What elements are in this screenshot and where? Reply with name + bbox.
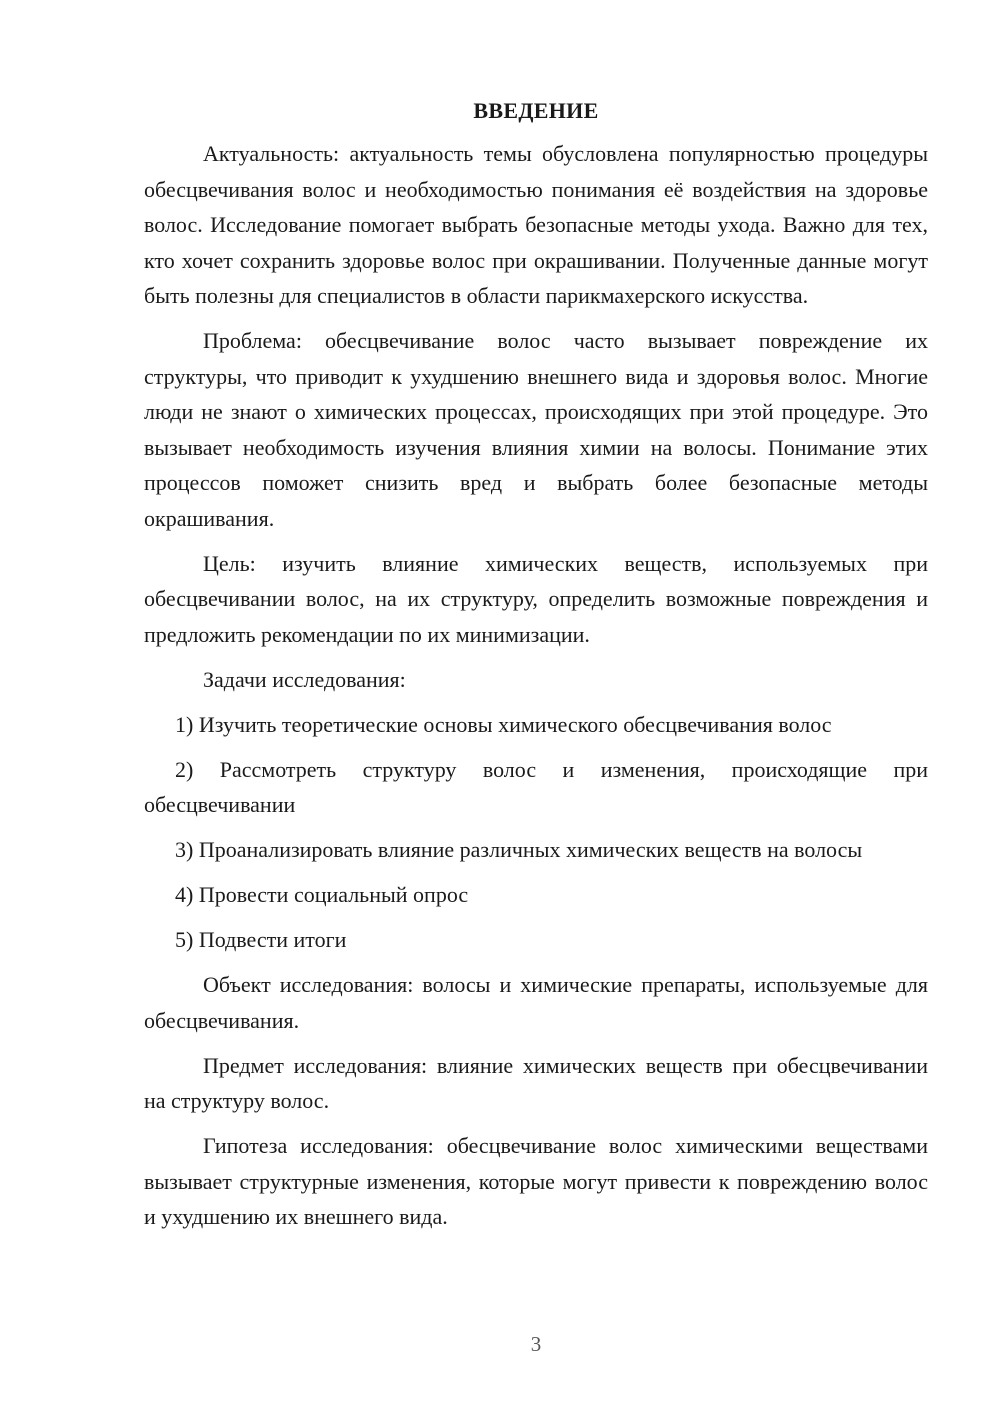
task-item-5: 5) Подвести итоги	[175, 927, 347, 952]
paragraph-goal: Цель: изучить влияние химических веществ, используемых при обесцвечивании волос, на их структуру, определить возможные повреждения и предложить рекомендации по их минимизации.	[144, 550, 928, 647]
paragraph-subject: Предмет исследования: влияние химических веществ при обесцвечивании на структуру волос.	[144, 1052, 928, 1113]
page-number: 3	[530, 1332, 542, 1356]
paragraph-problem: Проблема: обесцвечивание волос часто вызывает повреждение их структуры, что приводит к ухудшению внешнего вида и здоровья волос. Многие люди не знают о химических процессах, происходящих при этой процедуре. Это вызывает необходимость изучения влияния химии на волосы. Понимание этих процессов поможет снизить вред и выбрать более безопасные методы окрашивания.	[144, 328, 928, 531]
task-item-4: 4) Провести социальный опрос	[175, 882, 469, 907]
paragraph-hypothesis: Гипотеза исследования: обесцвечивание волос химическими веществами вызывает структурные изменения, которые могут привести к повреждению волос и ухудшению их внешнего вида.	[144, 1133, 928, 1229]
paragraph-relevance: Актуальность: актуальность темы обусловлена популярностью процедуры обесцвечивания волос и необходимостью понимания её воздействия на здоровье волос. Исследование помогает выбрать безопасные методы ухода. Важно для тех, кто хочет сохранить здоровье волос при окрашивании. Полученные данные могут быть полезны для специалистов в области парикмахерского искусства.	[144, 141, 928, 308]
task-item-3: 3) Проанализировать влияние различных химических веществ на волосы	[175, 837, 863, 862]
tasks-heading: Задачи исследования:	[203, 666, 406, 692]
task-item-1: 1) Изучить теоретические основы химического обесцвечивания волос	[175, 711, 832, 737]
task-item-2: 2) Рассмотреть структуру волос и изменения, происходящие при обесцвечивании	[144, 756, 928, 817]
page-title: ВВЕДЕНИЕ	[473, 98, 599, 123]
document-page	[144, 96, 928, 1235]
paragraph-object: Объект исследования: волосы и химические препараты, используемые для обесцвечивания.	[144, 972, 928, 1033]
